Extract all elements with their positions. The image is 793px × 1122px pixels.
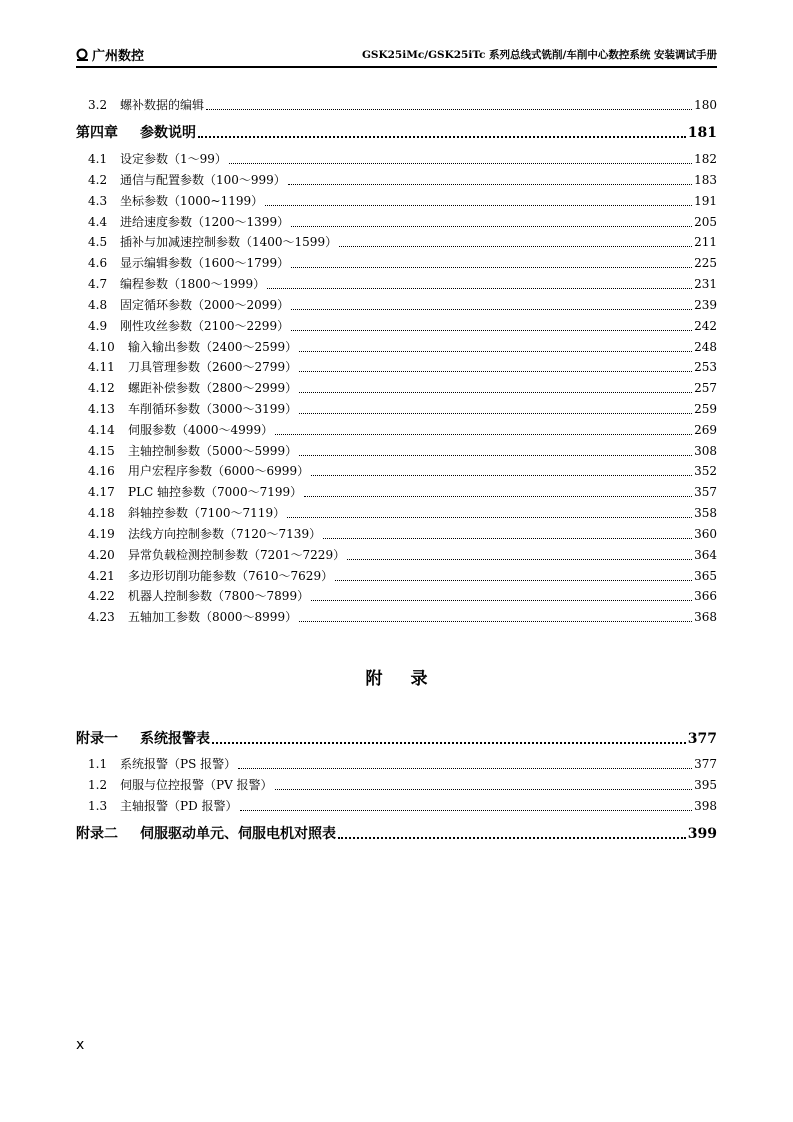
toc-entry[interactable] [76, 587, 717, 605]
toc-entry[interactable] [76, 797, 717, 815]
dot-leader [240, 809, 693, 811]
toc-entry[interactable] [76, 546, 717, 564]
toc-entry-title: 螺距补偿参数（2800～2999） [128, 381, 298, 395]
toc-entry-number: 4.19 [88, 527, 115, 541]
dot-leader [267, 287, 692, 289]
toc-entry-page: 358 [694, 506, 717, 520]
toc-entry-page: 239 [694, 298, 717, 312]
toc-entry-number: 4.7 [88, 277, 108, 291]
dot-leader [339, 245, 692, 247]
toc-entry-title: 编程参数（1800～1999） [120, 277, 266, 291]
dot-leader [323, 537, 692, 539]
toc-entry-title: 设定参数（1～99） [120, 152, 227, 166]
toc-chapter-title: 参数说明 [140, 125, 196, 141]
toc-entry-number: 1.3 [88, 799, 108, 813]
toc-entry-title: 螺补数据的编辑 [120, 98, 205, 112]
toc-entry[interactable] [76, 254, 717, 272]
toc-entry-page: 182 [694, 152, 717, 166]
toc-appendix-number: 附录二 [76, 826, 118, 842]
toc-entry[interactable] [76, 504, 717, 522]
dot-leader [275, 788, 693, 790]
toc-entry-number: 4.22 [88, 589, 115, 603]
dot-leader [347, 558, 692, 560]
dot-leader [299, 350, 692, 352]
dot-leader [212, 741, 686, 744]
toc-appendix-page: 399 [687, 826, 717, 842]
toc-entry[interactable] [76, 213, 717, 231]
page-number: x [76, 1037, 85, 1053]
toc-entry-number: 4.23 [88, 610, 115, 624]
toc-entry-number: 1.1 [88, 757, 108, 771]
dot-leader [311, 474, 692, 476]
toc-entry-page: 205 [694, 215, 717, 229]
toc-entry-title: 系统报警（PS 报警） [120, 757, 237, 771]
toc-entry-page: 398 [694, 799, 717, 813]
toc-entry[interactable] [76, 567, 717, 585]
dot-leader [291, 329, 692, 331]
toc-entry-number: 4.13 [88, 402, 115, 416]
toc-entry-page: 183 [694, 173, 717, 187]
toc-entry-number: 4.20 [88, 548, 115, 562]
toc-entry-number: 3.2 [88, 98, 108, 112]
toc-entry-title: 坐标参数（1000~1199） [120, 194, 264, 208]
toc-entry[interactable] [76, 150, 717, 168]
toc-entry-title: 伺服参数（4000～4999） [128, 423, 274, 437]
toc-chapter-page: 181 [687, 125, 717, 141]
toc-entry-title: PLC 轴控参数（7000～7199） [128, 485, 303, 499]
toc-entry[interactable] [76, 358, 717, 376]
toc-entry-number: 1.2 [88, 778, 108, 792]
toc-entry-page: 211 [694, 235, 717, 249]
toc-entry[interactable] [76, 379, 717, 397]
toc-entry-number: 4.1 [88, 152, 108, 166]
toc-entry-number: 4.15 [88, 444, 115, 458]
toc-entry-page: 365 [694, 569, 717, 583]
toc-entry[interactable] [76, 171, 717, 189]
toc-entry[interactable] [76, 462, 717, 480]
toc-entry-page: 269 [694, 423, 717, 437]
toc-entry[interactable] [76, 275, 717, 293]
dot-leader [229, 162, 692, 164]
toc-entry-title: 异常负载检测控制参数（7201～7229） [128, 548, 346, 562]
toc-entry-number: 4.3 [88, 194, 108, 208]
toc-entry-page: 366 [694, 589, 717, 603]
toc-entry-number: 4.2 [88, 173, 108, 187]
toc-entry-page: 225 [694, 256, 717, 270]
toc-appendix-title: 伺服驱动单元、伺服电机对照表 [140, 826, 336, 842]
appendix-heading: 附录 [365, 669, 456, 689]
toc-entry[interactable] [76, 317, 717, 335]
toc-entry-number: 4.6 [88, 256, 108, 270]
toc-entry-page: 377 [694, 757, 717, 771]
toc-entry-title: 刀具管理参数（2600～2799） [128, 360, 298, 374]
toc-entry-title: 固定循环参数（2000～2099） [120, 298, 290, 312]
toc-entry-page: 395 [694, 778, 717, 792]
toc-entry-title: 法线方向控制参数（7120～7139） [128, 527, 322, 541]
toc-entry[interactable] [76, 96, 717, 114]
dot-leader [238, 767, 692, 769]
toc-entry-title: 主轴报警（PD 报警） [120, 799, 238, 813]
toc-entry-title: 刚性攻丝参数（2100～2299） [120, 319, 290, 333]
dot-leader [265, 204, 692, 206]
toc-entry-page: 253 [694, 360, 717, 374]
toc-entry-page: 308 [694, 444, 717, 458]
toc-entry-title: 用户宏程序参数（6000～6999） [128, 464, 310, 478]
toc-entry[interactable] [76, 192, 717, 210]
toc-entry[interactable] [76, 400, 717, 418]
dot-leader [275, 433, 692, 435]
dot-leader [299, 454, 692, 456]
page-header [76, 42, 717, 68]
toc-entry-title: 车削循环参数（3000～3199） [128, 402, 298, 416]
toc-entry[interactable] [76, 525, 717, 543]
toc-entry-title: 通信与配置参数（100～999） [120, 173, 286, 187]
toc-entry-number: 4.11 [88, 360, 115, 374]
toc-entry-number: 4.21 [88, 569, 115, 583]
toc-entry-title: 插补与加减速控制参数（1400～1599） [120, 235, 338, 249]
toc-entry-number: 4.12 [88, 381, 115, 395]
toc-entry-number: 4.10 [88, 340, 115, 354]
toc-entry-number: 4.14 [88, 423, 115, 437]
toc-entry-title: 输入输出参数（2400～2599） [128, 340, 298, 354]
dot-leader [299, 370, 692, 372]
toc-entry-page: 360 [694, 527, 717, 541]
toc-appendix[interactable] [76, 728, 717, 748]
toc-entry[interactable] [76, 421, 717, 439]
toc-appendix-number: 附录一 [76, 731, 118, 747]
toc-entry[interactable] [76, 233, 717, 251]
dot-leader [291, 308, 692, 310]
toc-entry-page: 352 [694, 464, 717, 478]
toc-appendix-title: 系统报警表 [140, 731, 210, 747]
brand-name: 广州数控 [92, 49, 145, 64]
document-title: GSK25iMc/GSK25iTc 系列总线式铣削/车削中心数控系统 安装调试手册 [361, 49, 717, 61]
toc-chapter-number: 第四章 [76, 125, 118, 141]
toc-appendix-page: 377 [687, 731, 717, 747]
toc-entry-title: 进给速度参数（1200～1399） [120, 215, 290, 229]
toc-entry[interactable] [76, 338, 717, 356]
dot-leader [299, 391, 692, 393]
toc-entry-title: 机器人控制参数（7800～7899） [128, 589, 310, 603]
toc-entry-title: 五轴加工参数（8000～8999） [128, 610, 298, 624]
toc-entry-page: 180 [694, 98, 717, 112]
dot-leader [335, 579, 692, 581]
toc-entry-title: 主轴控制参数（5000～5999） [128, 444, 298, 458]
dot-leader [304, 495, 692, 497]
toc-entry-number: 4.5 [88, 235, 108, 249]
toc-entry-title: 多边形切削功能参数（7610～7629） [128, 569, 334, 583]
toc-chapter[interactable] [76, 122, 717, 142]
toc-entry-number: 4.16 [88, 464, 115, 478]
toc-entry-page: 257 [694, 381, 717, 395]
dot-leader [338, 836, 686, 839]
toc-entry[interactable] [76, 296, 717, 314]
toc-entry[interactable] [76, 442, 717, 460]
dot-leader [299, 620, 692, 622]
toc-entry-page: 368 [694, 610, 717, 624]
toc-entry[interactable] [76, 608, 717, 626]
toc-entry-page: 259 [694, 402, 717, 416]
dot-leader [206, 108, 692, 110]
toc-entry-page: 357 [694, 485, 717, 499]
toc-entry-title: 显示编辑参数（1600～1799） [120, 256, 290, 270]
dot-leader [291, 266, 692, 268]
toc-entry-page: 191 [694, 194, 717, 208]
toc-entry-page: 364 [694, 548, 717, 562]
toc-entry-page: 248 [694, 340, 717, 354]
dot-leader [287, 516, 692, 518]
toc-entry-title: 斜轴控参数（7100～7119） [128, 506, 286, 520]
dot-leader [311, 599, 692, 601]
toc-entry-page: 242 [694, 319, 717, 333]
gsk-logo-icon [76, 48, 90, 62]
dot-leader [291, 225, 692, 227]
toc-entry-page: 231 [694, 277, 717, 291]
brand-logo [76, 45, 144, 64]
toc-entry[interactable] [76, 755, 717, 773]
dot-leader [288, 183, 692, 185]
toc-entry-title: 伺服与位控报警（PV 报警） [120, 778, 273, 792]
toc-entry-number: 4.8 [88, 298, 108, 312]
dot-leader [299, 412, 692, 414]
toc-entry-number: 4.9 [88, 319, 108, 333]
toc-entry[interactable] [76, 776, 717, 794]
toc-entry-number: 4.4 [88, 215, 108, 229]
toc-entry-number: 4.18 [88, 506, 115, 520]
dot-leader [198, 135, 686, 138]
toc-entry-number: 4.17 [88, 485, 115, 499]
toc-appendix[interactable] [76, 823, 717, 843]
toc-entry[interactable] [76, 483, 717, 501]
